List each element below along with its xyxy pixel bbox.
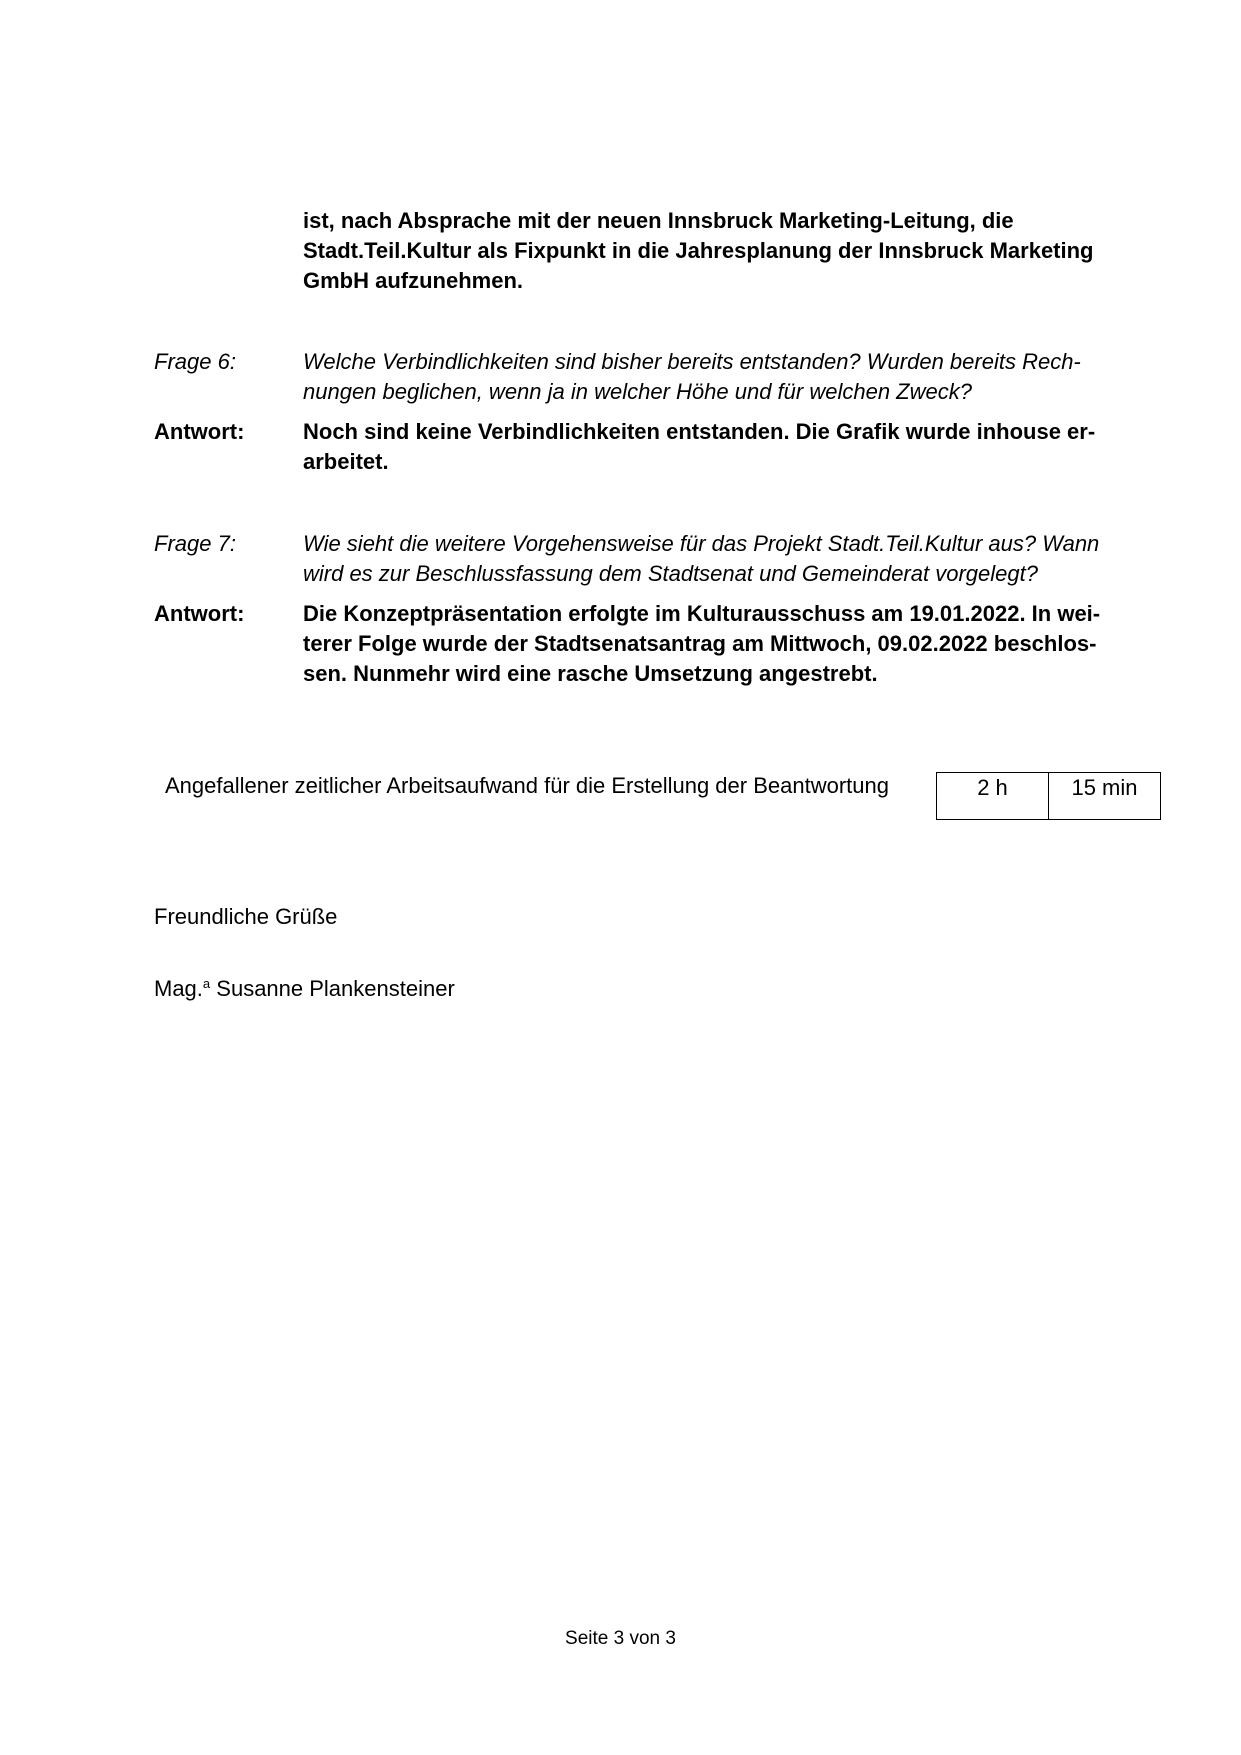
question-7-text	[303, 529, 1143, 589]
answer-line: sen. Nunmehr wird eine rasche Umsetzung angestrebt.	[303, 661, 878, 686]
page-number: Seite 3 von 3	[565, 1628, 676, 1649]
question-line: Wie sieht die weitere Vorgehensweise für das Projekt Stadt.Teil.Kultur aus? Wann	[303, 531, 1100, 556]
answer-6-text	[303, 417, 1143, 477]
effort-table	[936, 772, 1161, 820]
title-prefix: Mag.	[154, 976, 203, 1001]
question-line: Welche Verbindlichkeiten sind bisher bereits entstanden? Wurden bereits Rech-	[303, 349, 1081, 374]
question-line: wird es zur Beschlussfassung dem Stadtsenat und Gemeinderat vorgelegt?	[303, 561, 1038, 586]
signature-name-line	[154, 974, 455, 1004]
title-superscript: a	[202, 976, 211, 991]
question-line: nungen beglichen, wenn ja in welcher Höhe und für welchen Zweck?	[303, 379, 972, 404]
intro-line: Stadt.Teil.Kultur als Fixpunkt in die Jahresplanung der Innsbruck Marketing	[303, 238, 1094, 263]
intro-line: GmbH aufzunehmen.	[303, 268, 524, 293]
answer-line: Noch sind keine Verbindlichkeiten entstanden. Die Grafik wurde inhouse er-	[303, 419, 1096, 444]
effort-minutes: 15 min	[1049, 773, 1161, 820]
question-6-label: Frage 6:	[154, 349, 236, 374]
answer-line: Die Konzeptpräsentation erfolgte im Kulturausschuss am 19.01.2022. In wei-	[303, 601, 1101, 626]
question-7-label: Frage 7:	[154, 531, 236, 556]
answer-line: arbeitet.	[303, 449, 389, 474]
signatory-name: Susanne Plankensteiner	[216, 976, 455, 1001]
closing-greeting: Freundliche Grüße	[154, 904, 338, 929]
intro-paragraph	[303, 206, 1143, 296]
intro-line: ist, nach Absprache mit der neuen Innsbruck Marketing-Leitung, die	[303, 208, 1014, 233]
effort-hours: 2 h	[937, 773, 1049, 820]
answer-line: terer Folge wurde der Stadtsenatsantrag am Mittwoch, 09.02.2022 beschlos-	[303, 631, 1097, 656]
answer-7-text	[303, 599, 1143, 689]
answer-6-label: Antwort:	[154, 419, 245, 444]
answer-7-label: Antwort:	[154, 601, 245, 626]
question-6-text	[303, 347, 1143, 407]
effort-label: Angefallener zeitlicher Arbeitsaufwand für die Erstellung der Beantwortung	[165, 773, 889, 798]
